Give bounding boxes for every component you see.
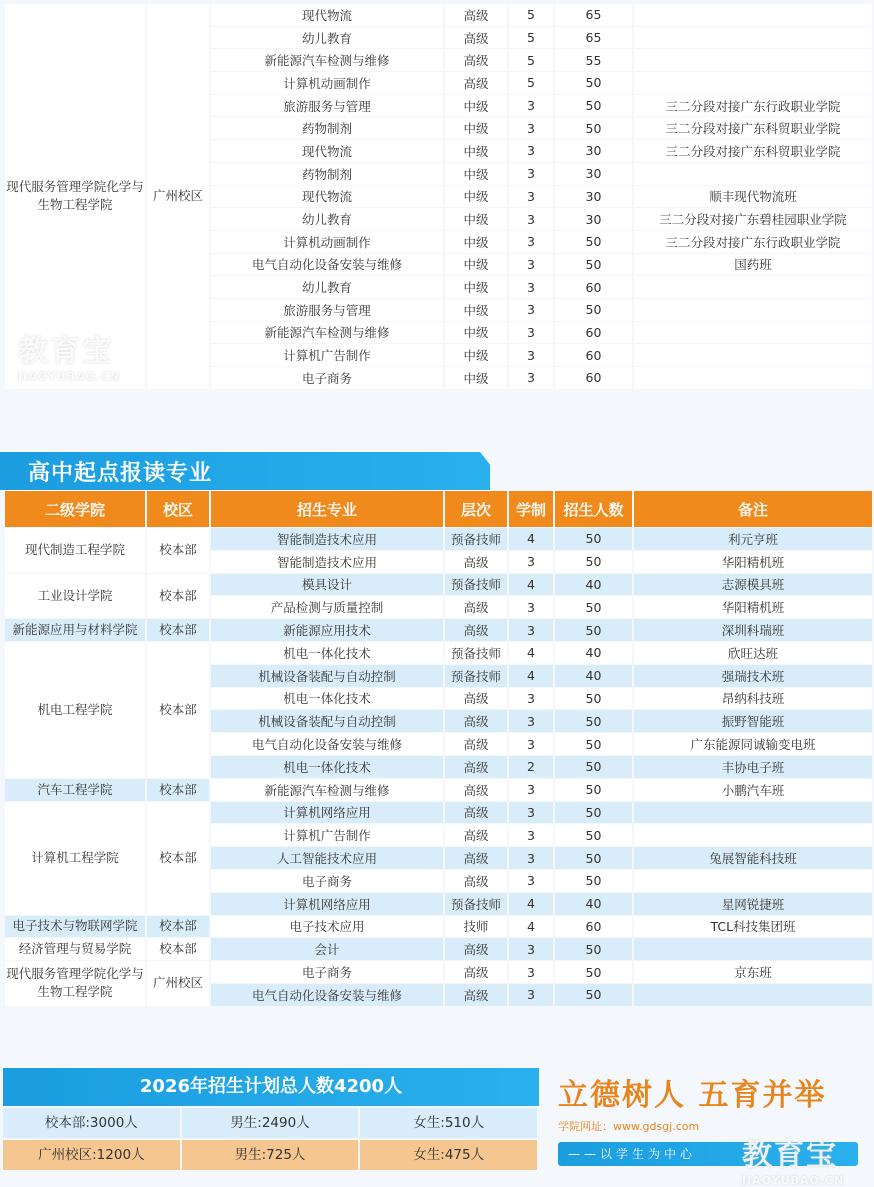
- summary-cell: 广州校区:1200人: [3, 1140, 180, 1170]
- college-cell: 经济管理与贸易学院: [5, 938, 145, 960]
- table-cell: [634, 938, 872, 960]
- table-cell: 药物制剂: [211, 163, 443, 185]
- watermark: 教育宝 JIAOYUBAO.CN: [18, 334, 121, 383]
- table-cell: 50: [555, 733, 632, 755]
- table-cell: 中级: [445, 322, 507, 344]
- table-cell: 3: [509, 779, 553, 801]
- table-row: [5, 938, 872, 960]
- table-cell: 65: [555, 27, 632, 49]
- table-cell: 中级: [445, 276, 507, 298]
- table-cell: 高级: [445, 688, 507, 710]
- table-cell: 小鹏汽车班: [634, 779, 872, 801]
- table-cell: 药物制剂: [211, 117, 443, 139]
- college-cell: 工业设计学院: [5, 574, 145, 619]
- summary-cell: 男生:725人: [182, 1140, 359, 1170]
- table-cell: 3: [509, 984, 553, 1006]
- table-cell: 50: [555, 528, 632, 550]
- table-cell: 50: [555, 779, 632, 801]
- college-cell: 新能源应用与材料学院: [5, 619, 145, 641]
- table-cell: 4: [509, 642, 553, 664]
- table-cell: 中级: [445, 95, 507, 117]
- bottom-enrollment-table: [3, 527, 874, 1007]
- table-cell: 预备技师: [445, 665, 507, 687]
- table-row: [5, 961, 872, 983]
- watermark: 教育宝 JIAOYUBAO.CN: [742, 1138, 845, 1187]
- table-cell: 3: [509, 344, 553, 366]
- table-cell: 40: [555, 642, 632, 664]
- table-cell: 高级: [445, 733, 507, 755]
- column-header: 层次: [445, 491, 507, 527]
- table-row: [5, 642, 872, 664]
- table-cell: 3: [509, 322, 553, 344]
- table-cell: 预备技师: [445, 893, 507, 915]
- table-cell: 50: [555, 619, 632, 641]
- campus-cell: 广州校区: [147, 4, 209, 389]
- table-cell: 3: [509, 688, 553, 710]
- table-cell: 3: [509, 733, 553, 755]
- table-cell: 4: [509, 665, 553, 687]
- table-cell: 智能制造技术应用: [211, 551, 443, 573]
- table-cell: 中级: [445, 367, 507, 389]
- college-cell: 汽车工程学院: [5, 779, 145, 801]
- table-cell: [634, 163, 872, 185]
- table-cell: 50: [555, 756, 632, 778]
- table-cell: 兔展智能科技班: [634, 847, 872, 869]
- table-cell: 幼儿教育: [211, 208, 443, 230]
- table-cell: 新能源汽车检测与维修: [211, 322, 443, 344]
- campus-cell: 校本部: [147, 916, 209, 938]
- table-cell: 计算机动画制作: [211, 72, 443, 94]
- table-cell: 3: [509, 117, 553, 139]
- motto-bar: ——以学生为中心: [558, 1142, 858, 1166]
- table-cell: 中级: [445, 186, 507, 208]
- table-cell: 新能源汽车检测与维修: [211, 49, 443, 71]
- table-cell: 人工智能技术应用: [211, 847, 443, 869]
- table-cell: 现代物流: [211, 140, 443, 162]
- table-cell: 4: [509, 916, 553, 938]
- table-cell: 中级: [445, 140, 507, 162]
- table-cell: 顺丰现代物流班: [634, 186, 872, 208]
- table-cell: 65: [555, 4, 632, 26]
- table-cell: 新能源汽车检测与维修: [211, 779, 443, 801]
- table-cell: 三二分段对接广东碧桂园职业学院: [634, 208, 872, 230]
- table-cell: 50: [555, 95, 632, 117]
- table-cell: 3: [509, 254, 553, 276]
- table-cell: 计算机广告制作: [211, 344, 443, 366]
- table-cell: 昂纳科技班: [634, 688, 872, 710]
- table-cell: 55: [555, 49, 632, 71]
- table-cell: 三二分段对接广东科贸职业学院: [634, 140, 872, 162]
- college-cell: 电子技术与物联网学院: [5, 916, 145, 938]
- table-cell: 高级: [445, 756, 507, 778]
- slogan-main: 立德树人 五育并举: [558, 1078, 827, 1113]
- table-cell: 50: [555, 847, 632, 869]
- table-cell: 会计: [211, 938, 443, 960]
- college-cell: 现代制造工程学院: [5, 528, 145, 573]
- table-cell: 3: [509, 367, 553, 389]
- table-cell: 3: [509, 710, 553, 732]
- table-cell: 计算机动画制作: [211, 231, 443, 253]
- table-cell: 50: [555, 688, 632, 710]
- college-cell: 现代服务管理学院化学与生物工程学院: [5, 4, 145, 389]
- table-cell: 电子商务: [211, 961, 443, 983]
- summary-title: 2026年招生计划总人数4200人: [3, 1068, 539, 1106]
- table-cell: [634, 322, 872, 344]
- top-enrollment-table: [3, 3, 874, 390]
- table-cell: 计算机网络应用: [211, 802, 443, 824]
- table-cell: 新能源应用技术: [211, 619, 443, 641]
- summary-box: [3, 1068, 539, 1170]
- table-cell: 3: [509, 186, 553, 208]
- table-cell: 50: [555, 299, 632, 321]
- table-cell: 志源模具班: [634, 574, 872, 596]
- campus-cell: 校本部: [147, 938, 209, 960]
- table-cell: [634, 824, 872, 846]
- table-cell: 3: [509, 231, 553, 253]
- table-cell: 电气自动化设备安装与维修: [211, 733, 443, 755]
- table-cell: 深圳科瑞班: [634, 619, 872, 641]
- table-cell: 电气自动化设备安装与维修: [211, 984, 443, 1006]
- table-cell: 华阳精机班: [634, 596, 872, 618]
- college-cell: 现代服务管理学院化学与生物工程学院: [5, 961, 145, 1006]
- table-cell: TCL科技集团班: [634, 916, 872, 938]
- table-cell: 40: [555, 665, 632, 687]
- table-cell: 4: [509, 574, 553, 596]
- table-cell: 5: [509, 49, 553, 71]
- table-cell: 机电一体化技术: [211, 642, 443, 664]
- table-cell: 50: [555, 551, 632, 573]
- table-row: [5, 528, 872, 550]
- table-cell: 50: [555, 710, 632, 732]
- table-cell: 50: [555, 824, 632, 846]
- table-cell: [634, 72, 872, 94]
- table-cell: 机械设备装配与自动控制: [211, 710, 443, 732]
- table-cell: 40: [555, 893, 632, 915]
- table-cell: 计算机广告制作: [211, 824, 443, 846]
- table-cell: 欣旺达班: [634, 642, 872, 664]
- table-cell: 国药班: [634, 254, 872, 276]
- table-cell: 机械设备装配与自动控制: [211, 665, 443, 687]
- table-cell: 旅游服务与管理: [211, 299, 443, 321]
- table-cell: 5: [509, 72, 553, 94]
- table-cell: 高级: [445, 847, 507, 869]
- table-cell: [634, 367, 872, 389]
- table-cell: 3: [509, 847, 553, 869]
- table-cell: 3: [509, 276, 553, 298]
- table-cell: 50: [555, 870, 632, 892]
- table-cell: 3: [509, 870, 553, 892]
- table-cell: 三二分段对接广东行政职业学院: [634, 95, 872, 117]
- table-cell: 模具设计: [211, 574, 443, 596]
- table-cell: 60: [555, 367, 632, 389]
- table-cell: 中级: [445, 117, 507, 139]
- table-cell: 高级: [445, 596, 507, 618]
- table-cell: 3: [509, 140, 553, 162]
- website-link[interactable]: 学院网址：www.gdsgj.com: [558, 1120, 700, 1133]
- table-row: [5, 4, 872, 26]
- college-cell: 机电工程学院: [5, 642, 145, 778]
- table-row: [5, 916, 872, 938]
- table-row: [5, 802, 872, 824]
- table-cell: 3: [509, 95, 553, 117]
- table-cell: 高级: [445, 710, 507, 732]
- table-cell: 丰协电子班: [634, 756, 872, 778]
- column-header: 二级学院: [5, 491, 145, 527]
- table-cell: 30: [555, 186, 632, 208]
- table-cell: 2: [509, 756, 553, 778]
- table-cell: 京东班: [634, 961, 872, 983]
- table-cell: 中级: [445, 208, 507, 230]
- table-cell: 高级: [445, 619, 507, 641]
- table-cell: 3: [509, 824, 553, 846]
- summary-cell: 男生:2490人: [182, 1108, 359, 1138]
- table-cell: 50: [555, 231, 632, 253]
- table-cell: [634, 344, 872, 366]
- college-cell: 计算机工程学院: [5, 802, 145, 915]
- table-cell: 中级: [445, 231, 507, 253]
- section-title: 高中起点报读专业: [28, 461, 213, 486]
- table-cell: 高级: [445, 4, 507, 26]
- table-cell: 中级: [445, 163, 507, 185]
- table-cell: 50: [555, 802, 632, 824]
- table-cell: 预备技师: [445, 574, 507, 596]
- table-cell: 5: [509, 27, 553, 49]
- table-cell: 机电一体化技术: [211, 756, 443, 778]
- table-cell: 3: [509, 938, 553, 960]
- campus-cell: 校本部: [147, 574, 209, 619]
- table-cell: [634, 984, 872, 1006]
- table-cell: 3: [509, 299, 553, 321]
- table-cell: 中级: [445, 344, 507, 366]
- table-cell: 三二分段对接广东行政职业学院: [634, 231, 872, 253]
- table-cell: 智能制造技术应用: [211, 528, 443, 550]
- table-cell: 高级: [445, 802, 507, 824]
- table-cell: 60: [555, 344, 632, 366]
- table-cell: 3: [509, 596, 553, 618]
- table-cell: 4: [509, 528, 553, 550]
- table-cell: [634, 802, 872, 824]
- table-cell: 电子技术应用: [211, 916, 443, 938]
- table-cell: 4: [509, 893, 553, 915]
- table-cell: 预备技师: [445, 642, 507, 664]
- table-cell: 利元亨班: [634, 528, 872, 550]
- table-cell: 3: [509, 961, 553, 983]
- table-cell: 50: [555, 596, 632, 618]
- column-header: 招生人数: [555, 491, 632, 527]
- table-cell: 3: [509, 802, 553, 824]
- table-cell: 电气自动化设备安装与维修: [211, 254, 443, 276]
- table-cell: 幼儿教育: [211, 276, 443, 298]
- table-cell: 振野智能班: [634, 710, 872, 732]
- campus-cell: 广州校区: [147, 961, 209, 1006]
- column-header: 学制: [509, 491, 553, 527]
- table-cell: 高级: [445, 779, 507, 801]
- table-cell: 50: [555, 938, 632, 960]
- table-cell: 电子商务: [211, 367, 443, 389]
- table-cell: 3: [509, 551, 553, 573]
- table-cell: [634, 870, 872, 892]
- column-header: 校区: [147, 491, 209, 527]
- section-banner: [0, 452, 510, 492]
- table-cell: 3: [509, 163, 553, 185]
- table-cell: 中级: [445, 299, 507, 321]
- column-header: 招生专业: [211, 491, 443, 527]
- table-cell: 30: [555, 208, 632, 230]
- table-cell: 机电一体化技术: [211, 688, 443, 710]
- summary-cell: 校本部:3000人: [3, 1108, 180, 1138]
- summary-cell: 女生:510人: [360, 1108, 537, 1138]
- table-cell: 计算机网络应用: [211, 893, 443, 915]
- table-cell: 预备技师: [445, 528, 507, 550]
- table-cell: 40: [555, 574, 632, 596]
- campus-cell: 校本部: [147, 802, 209, 915]
- table-cell: 50: [555, 961, 632, 983]
- table-cell: 30: [555, 163, 632, 185]
- table-cell: [634, 27, 872, 49]
- table-cell: 高级: [445, 870, 507, 892]
- table-cell: 高级: [445, 72, 507, 94]
- table-cell: 60: [555, 916, 632, 938]
- table-cell: 5: [509, 4, 553, 26]
- table-cell: 60: [555, 322, 632, 344]
- table-cell: 50: [555, 72, 632, 94]
- table-cell: 高级: [445, 27, 507, 49]
- table-cell: 现代物流: [211, 186, 443, 208]
- summary-cell: 女生:475人: [360, 1140, 537, 1170]
- table-cell: 现代物流: [211, 4, 443, 26]
- table-header: [3, 491, 874, 527]
- table-cell: 60: [555, 276, 632, 298]
- campus-cell: 校本部: [147, 528, 209, 573]
- table-row: [5, 574, 872, 596]
- table-cell: 高级: [445, 49, 507, 71]
- table-cell: 50: [555, 254, 632, 276]
- table-row: [5, 619, 872, 641]
- table-cell: [634, 49, 872, 71]
- table-cell: 强瑞技术班: [634, 665, 872, 687]
- table-cell: 产品检测与质量控制: [211, 596, 443, 618]
- table-cell: [634, 4, 872, 26]
- table-cell: 星网锐捷班: [634, 893, 872, 915]
- table-cell: [634, 276, 872, 298]
- table-cell: 华阳精机班: [634, 551, 872, 573]
- table-cell: 30: [555, 140, 632, 162]
- table-cell: [634, 299, 872, 321]
- table-cell: 高级: [445, 551, 507, 573]
- column-header: 备注: [634, 491, 872, 527]
- table-cell: 三二分段对接广东科贸职业学院: [634, 117, 872, 139]
- table-cell: 电子商务: [211, 870, 443, 892]
- table-cell: 高级: [445, 938, 507, 960]
- table-row: [5, 779, 872, 801]
- table-cell: 高级: [445, 824, 507, 846]
- table-cell: 幼儿教育: [211, 27, 443, 49]
- table-cell: 旅游服务与管理: [211, 95, 443, 117]
- campus-cell: 校本部: [147, 619, 209, 641]
- table-cell: 3: [509, 208, 553, 230]
- table-cell: 50: [555, 117, 632, 139]
- table-cell: 中级: [445, 254, 507, 276]
- table-cell: 高级: [445, 984, 507, 1006]
- table-cell: 3: [509, 619, 553, 641]
- campus-cell: 校本部: [147, 779, 209, 801]
- table-cell: 高级: [445, 961, 507, 983]
- campus-cell: 校本部: [147, 642, 209, 778]
- table-cell: 技师: [445, 916, 507, 938]
- table-cell: 50: [555, 984, 632, 1006]
- table-cell: 广东能源同诚输变电班: [634, 733, 872, 755]
